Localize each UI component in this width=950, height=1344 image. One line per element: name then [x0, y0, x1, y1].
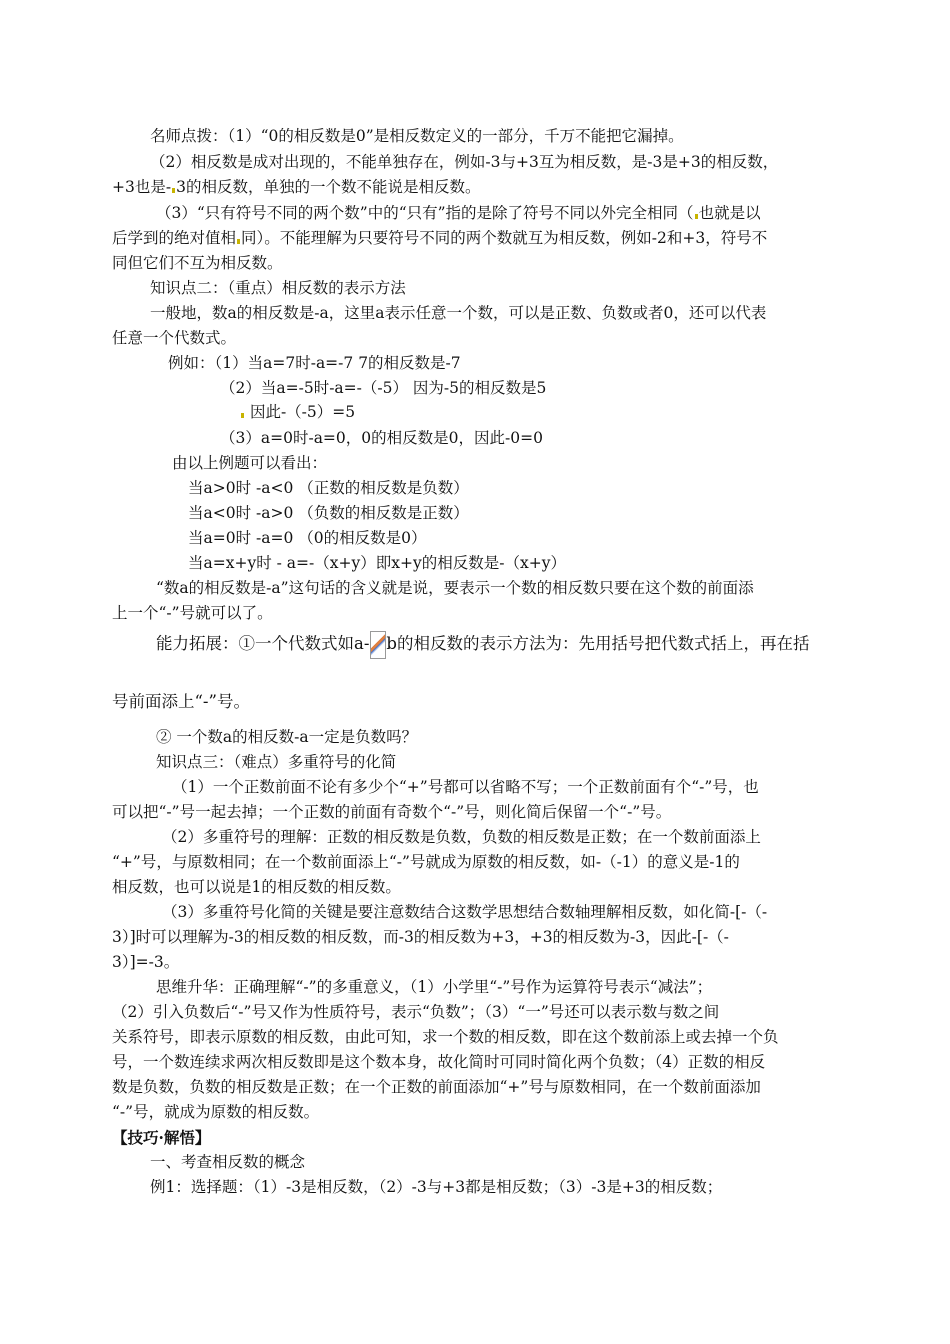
text-line: 相反数，也可以说是1的相反数的相反数。	[112, 878, 401, 896]
section-heading: 知识点二：（重点）相反数的表示方法	[150, 279, 406, 297]
text-line: （3）“只有符号不同的两个数”中的“只有”指的是除了符号不同以外完全相同（ 也就是以	[156, 204, 761, 222]
text-line: 能力拓展：①一个代数式如a- b的相反数的表示方法为：先用括号把代数式括上，再在括	[156, 631, 809, 659]
text-line: 一、考查相反数的概念	[150, 1153, 306, 1171]
text-line: 上一个“-”号就可以了。	[112, 604, 273, 622]
text-line: 后学到的绝对值相 同）。不能理解为只要符号不同的两个数就互为相反数，例如-2和+3，符号不	[112, 229, 768, 247]
text-line: （2）相反数是成对出现的，不能单独存在，例如-3与+3互为相反数，是-3是+3的相反数，	[150, 153, 779, 171]
text-line: 当a>0时 -a<0 （正数的相反数是负数）	[188, 479, 469, 497]
text-line: 例1：选择题：（1）-3是相反数，（2）-3与+3都是相反数；（3）-3是+3的相反数；	[150, 1178, 723, 1196]
text-line: 号前面添上“-”号。	[112, 692, 250, 711]
section-heading: 【技巧·解悟】	[112, 1128, 211, 1147]
text-line: 思维升华：正确理解“-”的多重意义，（1）小学里“-”号作为运算符号表示“减法”；	[156, 978, 713, 996]
text-line: ② 一个数a的相反数-a一定是负数吗？	[156, 728, 418, 746]
section-heading: 知识点三：（难点）多重符号的化简	[156, 753, 397, 771]
text-line: 因此-（-5）=5	[240, 400, 355, 425]
text-line: （1）一个正数前面不论有多少个“+”号都可以省略不写；一个正数前面有个“-”号，也	[172, 778, 759, 796]
marker-dot	[241, 413, 244, 418]
text-line: “+”号，与原数相同；在一个数前面添上“-”号就成为原数的相反数，如-（-1）的意义是-1的	[112, 853, 740, 871]
marker-dot	[172, 188, 175, 193]
text-line: 由以上例题可以看出：	[172, 454, 328, 472]
marker-dot	[695, 214, 698, 219]
text-line: 例如：（1）当a=7时-a=-7 7的相反数是-7	[168, 354, 461, 372]
text-line: （3）a=0时-a=0，0的相反数是0，因此-0=0	[220, 429, 543, 447]
text-line: （2）引入负数后“-”号又作为性质符号，表示“负数”；（3）“一”号还可以表示数与数之间	[112, 1003, 720, 1021]
text-line: 任意一个代数式。	[112, 329, 237, 347]
broken-image-icon	[370, 631, 386, 659]
text-line: 3）]时可以理解为-3的相反数的相反数，而-3的相反数为+3，+3的相反数为-3，因此-[-（-	[112, 928, 729, 946]
text-line: 3）]=-3。	[112, 953, 180, 971]
text-line: 关系符号，即表示原数的相反数，由此可知，求一个数的相反数，即在这个数前添上或去掉一个负	[112, 1028, 779, 1046]
text-line: 号，一个数连续求两次相反数即是这个数本身，故化简时可同时简化两个负数；（4）正数的相反	[112, 1053, 766, 1071]
text-line: （2）当a=-5时-a=-（-5） 因为-5的相反数是5	[220, 379, 547, 397]
text-line: 可以把“-”号一起去掉；一个正数的前面有奇数个“-”号，则化简后保留一个“-”号。	[112, 803, 672, 821]
text-line: 当a=x+y时 - a=-（x+y）即x+y的相反数是-（x+y）	[188, 554, 566, 572]
text-line: “数a的相反数是-a”这句话的含义就是说，要表示一个数的相反数只要在这个数的前面添	[156, 579, 754, 597]
text-line: 同但它们不互为相反数。	[112, 254, 283, 272]
text-line: 当a<0时 -a>0 （负数的相反数是正数）	[188, 504, 469, 522]
marker-dot	[237, 239, 240, 244]
text-line: 一般地，数a的相反数是-a，这里a表示任意一个数，可以是正数、负数或者0，还可以代表	[150, 304, 767, 322]
text-line: （2）多重符号的理解：正数的相反数是负数，负数的相反数是正数；在一个数前面添上	[162, 828, 761, 846]
text-line: 名师点拨：（1）“0的相反数是0”是相反数定义的一部分，千万不能把它漏掉。	[150, 127, 684, 145]
text-line: 当a=0时 -a=0 （0的相反数是0）	[188, 529, 427, 547]
text-line: +3也是- 3的相反数，单独的一个数不能说是相反数。	[112, 178, 481, 196]
text-line: 数是负数，负数的相反数是正数；在一个正数的前面添加“+”号与原数相同，在一个数前面添加	[112, 1078, 761, 1096]
text-line: “-”号，就成为原数的相反数。	[112, 1103, 320, 1121]
text-line: （3）多重符号化简的关键是要注意数结合这数学思想结合数轴理解相反数，如化简-[-（-	[162, 903, 768, 921]
